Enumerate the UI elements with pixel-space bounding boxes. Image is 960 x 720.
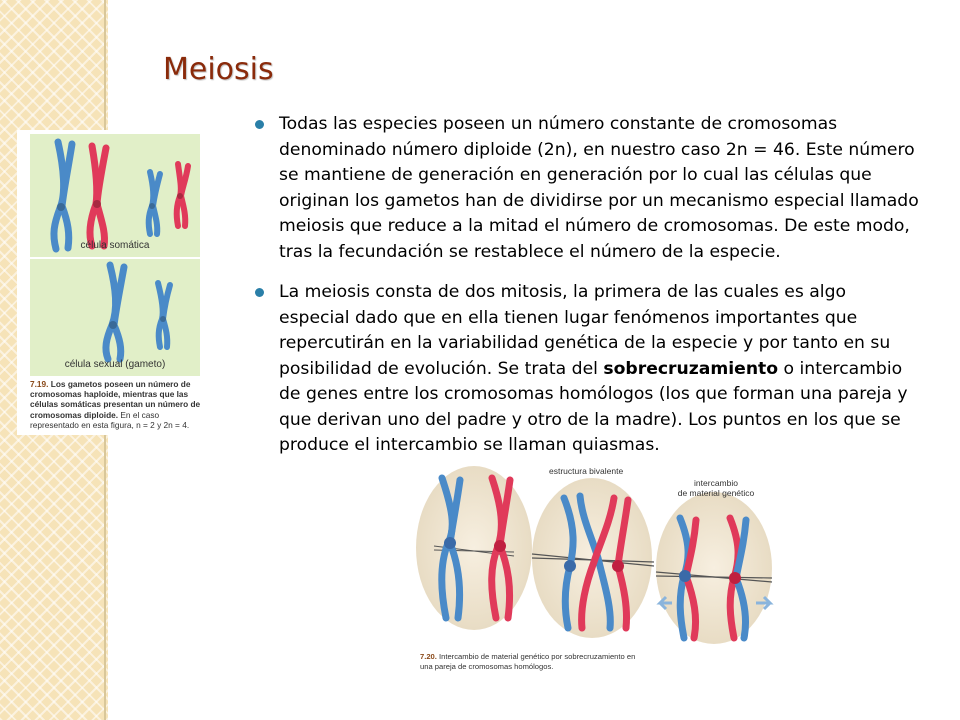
bullet-item [255,112,920,265]
bullet-icon [255,288,264,297]
label-sex-cell: célula sexual (gameto) [64,359,166,370]
bullet-text-start: La meiosis consta de dos mitosis, la primera de las cuales es algo especial dado que en ella tienen lugar fenómenos importantes que repercutirán en la variabilidad genética de la especie y por tanto en su posibilidad de evolución. Se trata del [279,282,891,379]
label-exchange-line-2: de material genético [677,488,755,498]
slide-title: Meiosis [163,52,274,87]
bullet-bold-term: sobrecruzamiento [603,358,779,379]
cell-ellipse-3 [656,492,772,644]
caption-number: 7.19. [30,379,49,389]
figure-chromosome-number [17,130,200,435]
bullet-item [255,280,920,459]
caption-text: En el caso representado en esta figura, n = 2 y 2n = 4. [30,409,190,430]
bullet-text-end: o intercambio de genes entre los cromosomas homólogos (los que forman una pareja y que derivan uno del padre y otro de la madre). Los puntos en los que se produce el intercambio se llaman quiasmas. [279,358,908,455]
caption-number: 7.20. [420,652,437,661]
cell-ellipse-1 [416,466,532,630]
label-bivalent-structure: estructura bivalente [549,466,624,476]
panel-sex-cell [30,259,200,376]
bullet-text: Todas las especies poseen un número constante de cromosomas denominado número diploide (2n), en nuestro caso 2n = 46. Este número se mantiene de generación en generación por lo cual las células que originan los gametos han de dividirse por un mecanismo especial llamado meiosis que reduce a la mitad el número de cromosomas. De este modo, tras la fecundación se restablece el número de la especie. [279,114,919,262]
figure-caption-7-19 [30,379,202,430]
caption-bold-text: Los gametos poseen un número de cromosomas haploide, mientras que las células somáticas presentan un número de cromosomas diploide. [30,379,201,420]
caption-text: Intercambio de material genético por sobrecruzamiento en una pareja de cromosomas homólogos. [420,652,636,671]
label-exchange-line-1: intercambio [694,478,738,488]
bullet-icon [255,120,264,129]
bullet-list [255,112,920,474]
label-somatic-cell: célula somática [80,240,150,251]
figure-caption-7-20 [420,652,650,671]
label-genetic-exchange [676,478,756,498]
figure-crossing-over [414,458,784,678]
panel-somatic-cell [30,134,200,257]
somatic-chromosomes-illustration [30,134,200,257]
